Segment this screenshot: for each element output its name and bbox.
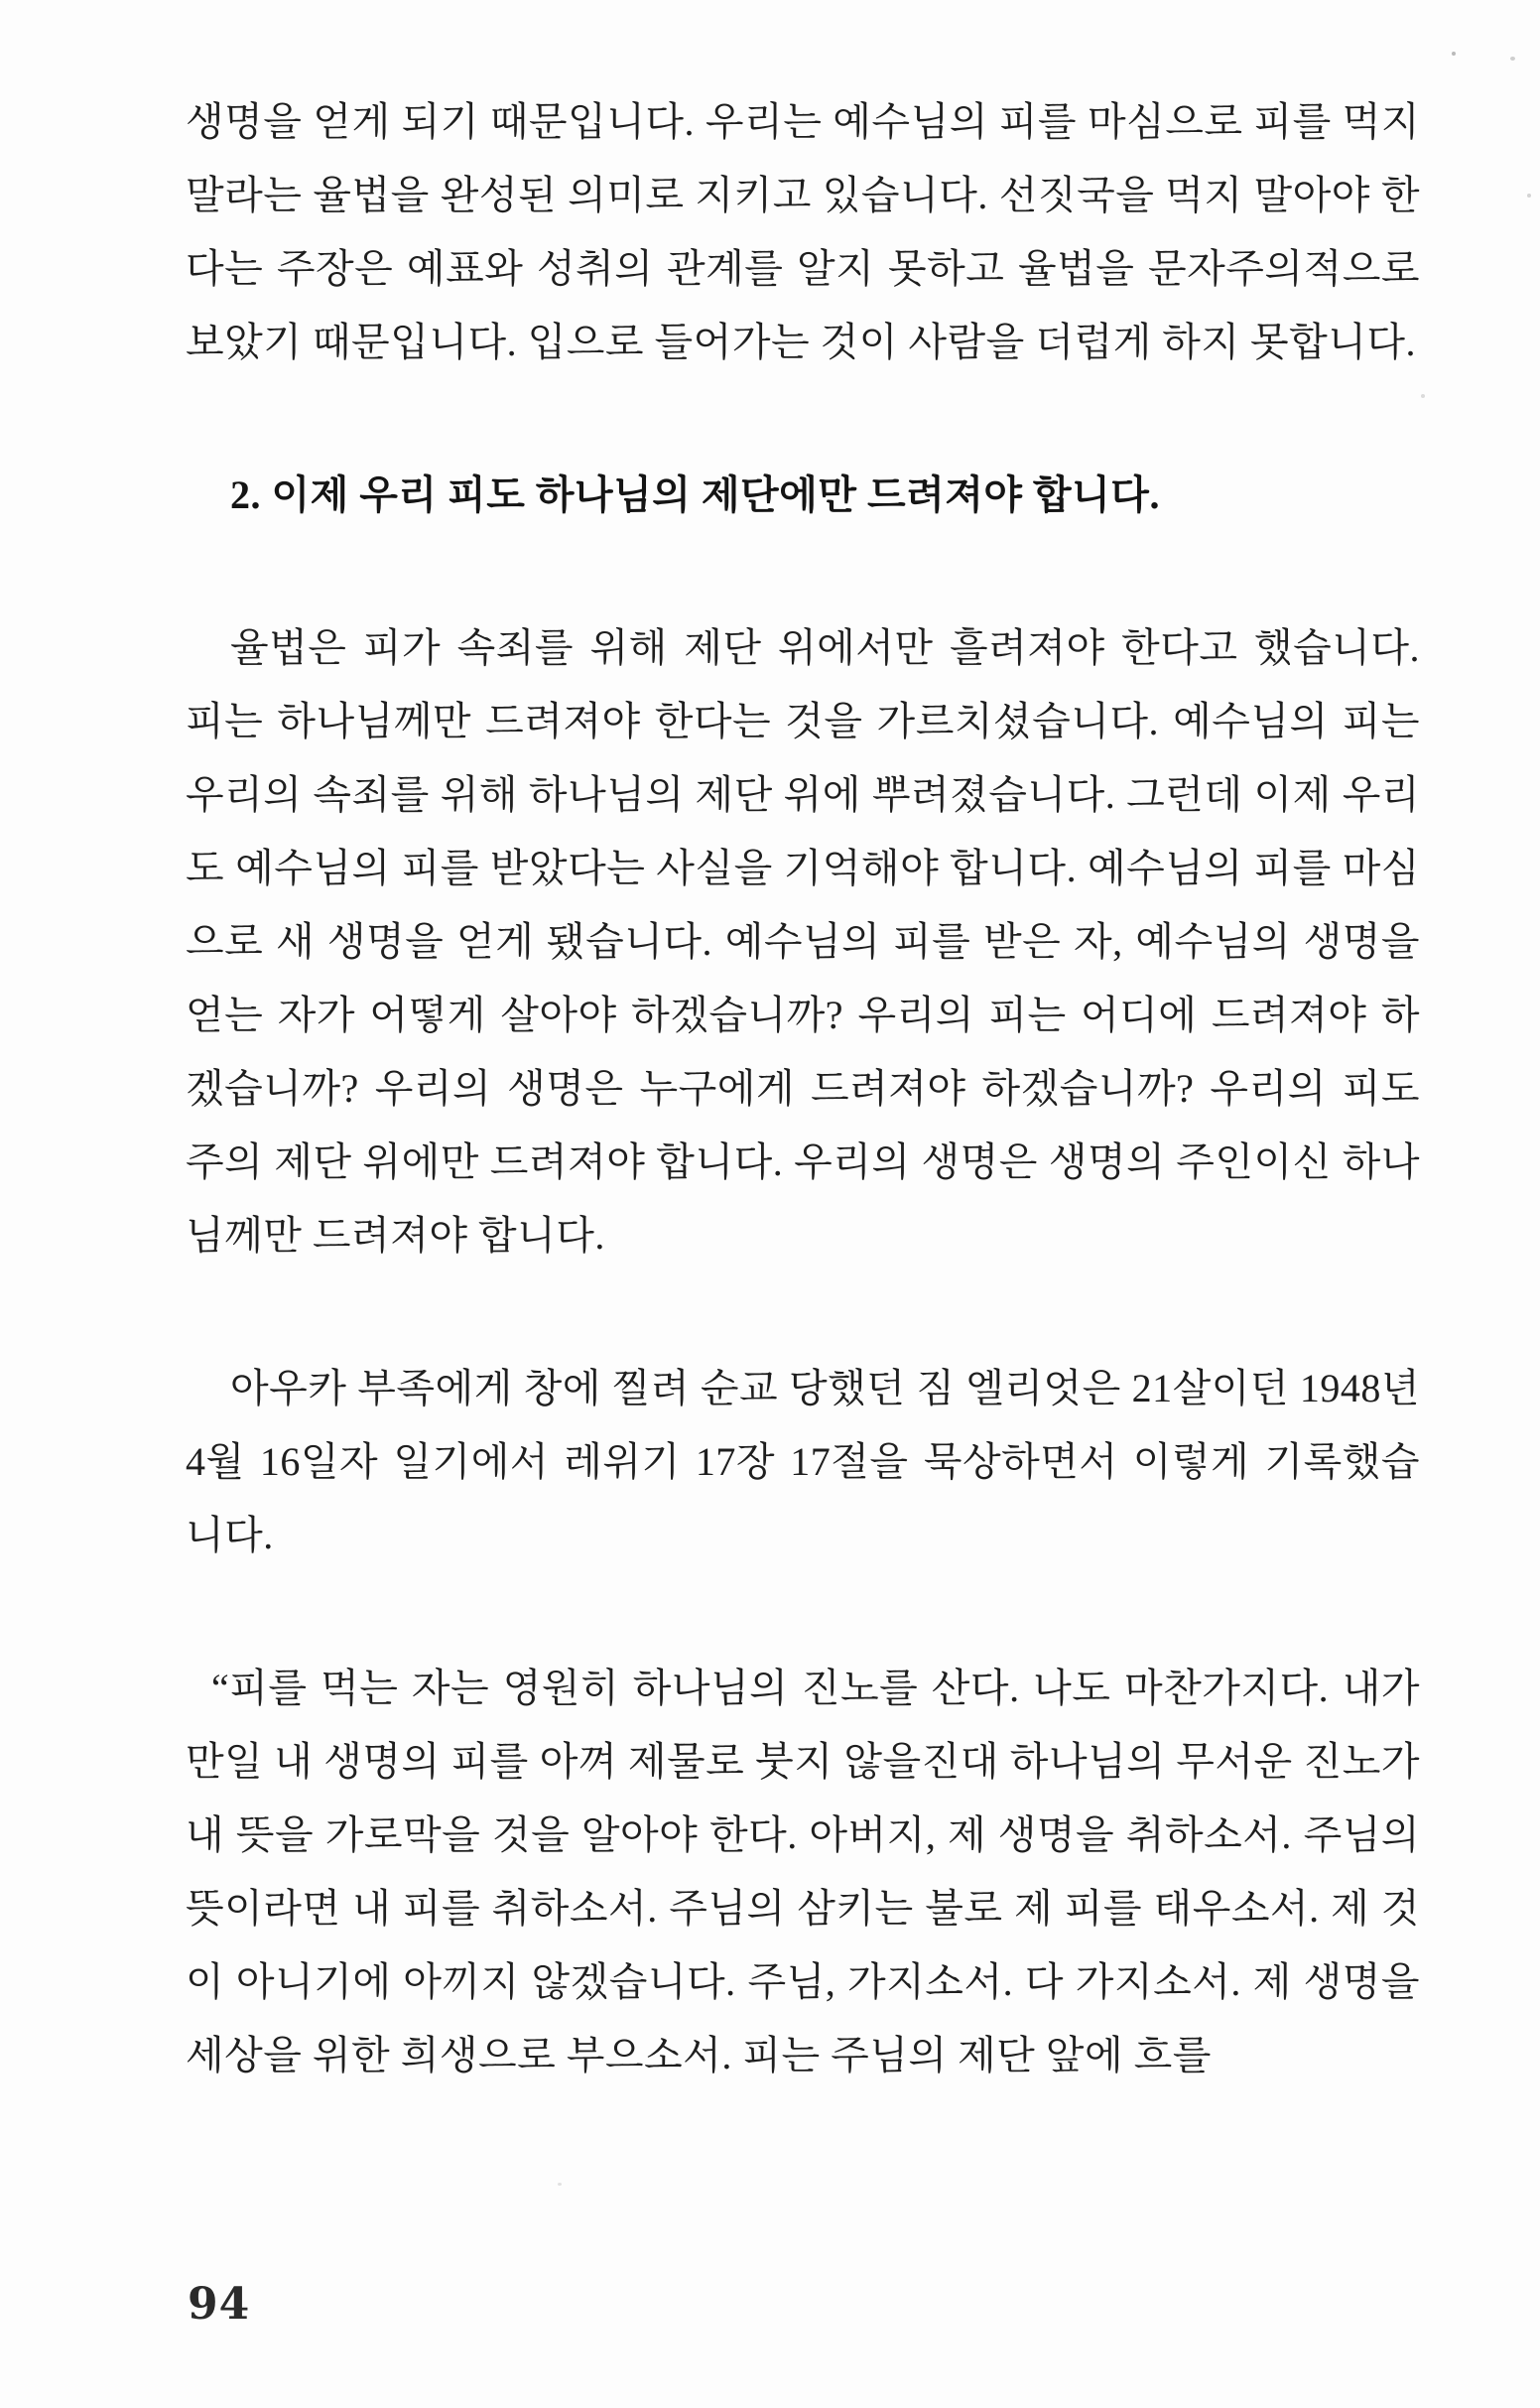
paragraph-jim-elliot-intro: 아우카 부족에게 창에 찔려 순교 당했던 짐 엘리엇은 21살이던 1948년 4월 16일자 일기에서 레위기 17장 17절을 묵상하면서 이렇게 기록했습니다. [186,1366,1420,1557]
page-number: 94 [188,2279,251,2330]
scan-speck [1452,52,1456,56]
section-heading: 2. 이제 우리 피도 하나님의 제단에만 드려져야 합니다. [230,472,1160,517]
paragraph-jim-elliot-quote: “피를 먹는 자는 영원히 하나님의 진노를 산다. 나도 마찬가지다. 내가 만일 내 생명의 피를 아껴 제물로 붓지 않을진대 하나님의 무서운 진노가 내 뜻을 가로막을 것을 알아야 한다. 아버지, 제 생명을 취하소서. 주님의 뜻이라면 내 피를 취하소서. 주님의 삼키는 불로 제 피를 태우소서. 제 것이 아니기에 아끼지 않겠습니다. 주님, 가지소서. 다 가지소서. 제 생명을 세상을 위한 희생으로 부으소서. 피는 주님의 제단 앞에 흐를 [186,1666,1420,2077]
paragraph-law-and-blood: 율법은 피가 속죄를 위해 제단 위에서만 흘려져야 한다고 했습니다. 피는 하나님께만 드려져야 한다는 것을 가르치셨습니다. 예수님의 피는 우리의 속죄를 위해 하나님의 제단 위에 뿌려졌습니다. 그런데 이제 우리도 예수님의 피를 받았다는 사실을 기억해야 합니다. 예수님의 피를 마심으로 새 생명을 얻게 됐습니다. 예수님의 피를 받은 자, 예수님의 생명을 얻는 자가 어떻게 살아야 하겠습니까? 우리의 피는 어디에 드려져야 하겠습니까? 우리의 생명은 누구에게 드려져야 하겠습니까? 우리의 피도 주의 제단 위에만 드려져야 합니다. 우리의 생명은 생명의 주인이신 하나님께만 드려져야 합니다. [186,625,1420,1258]
page-body [186,85,1420,2092]
scan-speck [1421,394,1425,398]
paragraph-continuation: 생명을 얻게 되기 때문입니다. 우리는 예수님의 피를 마심으로 피를 먹지 말라는 율법을 완성된 의미로 지키고 있습니다. 선짓국을 먹지 말아야 한다는 주장은 예표와 성취의 관계를 알지 못하고 율법을 문자주의적으로 보았기 때문입니다. 입으로 들어가는 것이 사람을 더럽게 하지 못합니다. [186,99,1420,364]
scan-speck [558,2183,562,2186]
scan-speck [1510,57,1515,61]
scan-speck [1527,194,1531,198]
